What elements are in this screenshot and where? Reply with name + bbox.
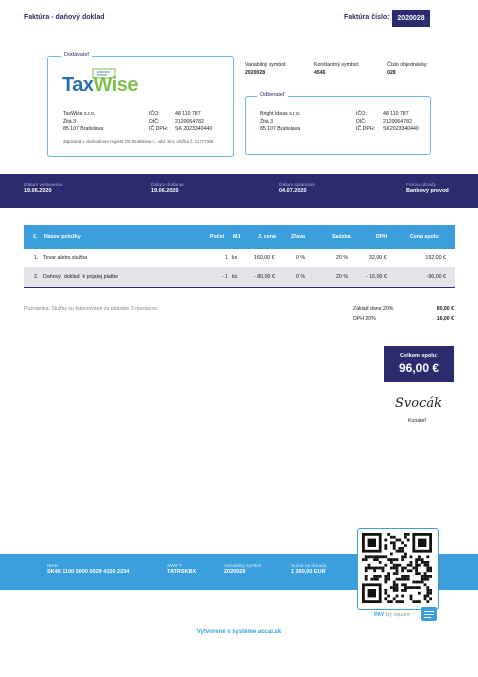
col-no: č.	[33, 234, 38, 240]
pay-by-square-icon	[421, 607, 437, 621]
row-qty: - 1	[221, 274, 228, 280]
row-unit: ks	[232, 274, 238, 280]
payment-method-label: Forma úhrady	[406, 183, 436, 188]
supplier-dic-label: DIČ:	[149, 118, 160, 125]
variable-symbol-label: Variabilný symbol:	[245, 62, 287, 68]
customer-dic-label: DIČ:	[356, 118, 367, 125]
signature: Svocák	[395, 396, 442, 411]
constant-symbol-label: Konštantný symbol:	[314, 62, 360, 68]
invoice-number: 2020028	[392, 10, 430, 27]
due-date: 04.07.2020	[279, 188, 307, 194]
row-name: Tovar alebo služba	[43, 255, 88, 261]
col-rate: Sadzba	[332, 234, 351, 240]
signature-role: Konateľ	[408, 418, 426, 424]
total-box	[384, 346, 454, 382]
constant-symbol: 4546	[314, 69, 326, 76]
col-total: Cena spolu	[410, 234, 439, 240]
pay-suffix: by square	[385, 612, 411, 618]
row-name: Daňový doklad k prijatej platbe	[43, 274, 119, 280]
order-number-label: Číslo objednávky:	[387, 62, 428, 68]
logo-text: TaxWise	[62, 74, 138, 96]
customer-name: Bright Ideas s.r.o.	[260, 111, 301, 117]
company-logo	[62, 68, 152, 98]
col-discount: Zľava	[291, 234, 306, 240]
col-unit-price: J. cena	[258, 234, 276, 240]
col-unit: MJ	[233, 234, 241, 240]
customer-dic: 2120064782	[383, 118, 412, 125]
bank-variable-symbol: 2020028	[224, 569, 246, 575]
document-title: Faktúra - daňový doklad	[24, 14, 105, 21]
row-total: 192,00 €	[425, 255, 446, 261]
note: Poznámka: Služby su fakturované za obdobie 3 mesiacov.	[24, 306, 158, 312]
supplier-city: 85 107 Bratislava	[63, 126, 104, 132]
row-unit-price: 160,00 €	[254, 255, 275, 261]
row-discount: 0 %	[296, 255, 306, 261]
payment-method: Bankový prevod	[406, 188, 449, 194]
delivery-date: 19.06.2020	[151, 188, 179, 194]
supplier-icdph: SK 2023340440	[175, 126, 213, 132]
col-vat: DPH	[376, 234, 388, 240]
supplier-registry: Zapísaná v obchodnom registri OS Bratislava I., odd. Sro, vložka č. 117773/B	[63, 139, 214, 144]
row-total: -96,00 €	[426, 274, 446, 280]
vat-label: DPH 20%	[353, 316, 376, 322]
row-vat: 32,00 €	[369, 255, 387, 261]
amount: 1 260,00 EUR	[291, 569, 326, 575]
tax-base: 80,00 €	[436, 306, 454, 312]
invoice-number-label: Faktúra číslo:	[344, 14, 390, 21]
iban: SK46 1100 0000 0029 4100 2234	[47, 569, 130, 575]
supplier-name: TaxWise s.r.o.	[63, 111, 96, 117]
customer-ico-label: IČO:	[356, 111, 367, 117]
row-vat: - 16,00 €	[366, 274, 387, 280]
row-unit-price: - 80,00 €	[254, 274, 275, 280]
supplier-street: Žitá 3	[63, 118, 76, 125]
customer-box-label: Odberateľ	[257, 92, 288, 98]
total-value: 96,00 €	[398, 361, 440, 375]
row-discount: 0 %	[296, 274, 306, 280]
variable-symbol: 2020028	[245, 69, 266, 76]
issue-date-label: Dátum vystavenia	[24, 183, 63, 188]
row-qty: 1	[225, 255, 228, 261]
issue-date: 19.06.2020	[24, 188, 52, 194]
supplier-dic: 2120064782	[175, 118, 204, 125]
supplier-box-label: Dodávateľ	[61, 52, 92, 58]
tax-base-label: Základ dane 20%	[353, 306, 394, 312]
due-date-label: Dátum splatnosti	[279, 183, 315, 188]
swift-label: SWIFT	[167, 564, 182, 569]
customer-city: 85 107 Bratislava	[260, 126, 301, 132]
col-name: Názov položky	[44, 234, 81, 240]
delivery-date-label: Dátum dodania	[151, 183, 184, 188]
total-label: Celkom spolu:	[400, 353, 438, 359]
iban-label: IBAN	[47, 564, 59, 569]
supplier-ico-label: IČO:	[149, 111, 160, 117]
bank-variable-symbol-label: Variabilný symbol	[224, 564, 262, 569]
row-no: 1.	[34, 255, 39, 261]
table-row	[24, 249, 455, 267]
row-rate: 20 %	[336, 274, 349, 280]
col-qty: Počet	[210, 234, 225, 240]
amount-label: Suma na úhradu	[291, 564, 327, 569]
customer-street: Žitá 3	[260, 118, 273, 125]
customer-ico: 48 110 787	[383, 111, 409, 117]
supplier-ico: 48 110 787	[175, 111, 201, 117]
row-unit: ks	[232, 255, 238, 261]
row-no: 2.	[34, 274, 39, 280]
swift: TATRSKBX	[167, 569, 197, 575]
customer-icdph-label: IČ DPH:	[356, 126, 376, 132]
vat-amount: 16,00 €	[436, 316, 454, 322]
supplier-icdph-label: IČ DPH:	[149, 126, 169, 132]
row-rate: 20 %	[336, 255, 349, 261]
pay-label: PAY	[374, 612, 385, 618]
customer-icdph: SK2023340440	[383, 126, 419, 132]
footer-link[interactable]: Vytvorené v systéme accai.sk	[196, 629, 282, 635]
order-number: 028	[387, 69, 396, 76]
payment-qr-code	[362, 533, 432, 603]
